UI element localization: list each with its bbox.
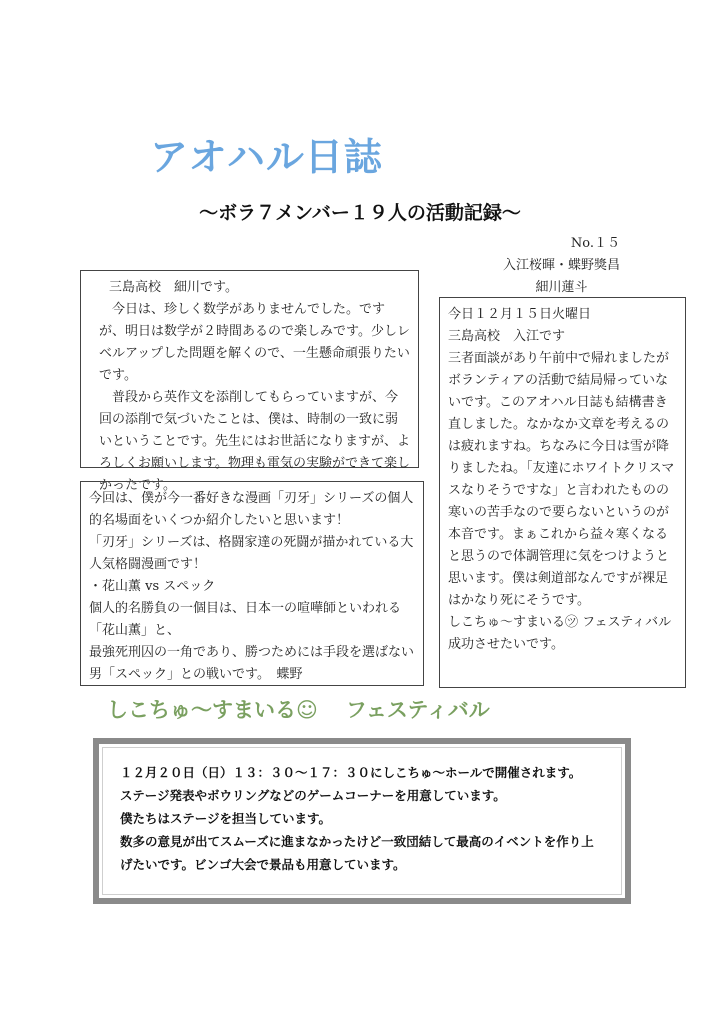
- festival-label: フェスティバル: [345, 698, 490, 722]
- members-line-2: 細川蓮斗: [535, 280, 588, 295]
- page-title: アオハル日誌: [150, 135, 383, 179]
- page-subtitle: ～ボラ７メンバー１９人の活動記録～: [199, 202, 521, 224]
- irie-entry-box: [439, 297, 686, 688]
- chono-line-3: ・花山薫 vs スペック: [89, 579, 216, 594]
- chono-line-5: 最強死刑囚の一角であり、勝つためには手段を選ばない男「スペック」との戦いです。 蝶野: [89, 645, 415, 682]
- issue-info: [503, 233, 620, 299]
- announcement-line-3: 僕たちはステージを担当しています。: [120, 811, 332, 826]
- irie-intro: 三島高校 入江です: [448, 329, 566, 344]
- hosokawa-paragraph-1: 今日は、珍しく数学がありませんでした。ですが、明日は数学が２時間あるので楽しみです。少しレベルアップした問題を解くので、一生懸命頑張りたいです。: [99, 302, 410, 383]
- chono-line-4: 個人的名勝負の一個目は、日本一の喧嘩師といわれる「花山薫」と、: [89, 601, 402, 638]
- festival-name: しこちゅ～すまいる☺: [107, 698, 318, 722]
- members-line-1: 入江桜暉・蝶野獎昌: [502, 258, 620, 273]
- hosokawa-paragraph-2: 普段から英作文を添削してもらっていますが、今回の添削で気づいたことは、僕は、時制の一致に弱いということです。先生にはお世話になりますが、よろしくお願いします。物理も電気の実験ができて楽しかったです。: [99, 390, 410, 493]
- announcement-line-1: １２月２０日（日）１３：３０～１７：３０にしこちゅ～ホールで開催されます。: [120, 765, 582, 780]
- chono-line-1: 今回は、僕が今一番好きな漫画「刃牙」シリーズの個人的名場面をいくつか紹介したいと思います！: [89, 491, 414, 528]
- chono-line-2: 「刃牙」シリーズは、格闘家達の死闘が描かれている大人気格闘漫画です！: [89, 535, 414, 572]
- announcement-box: [93, 738, 631, 904]
- hosokawa-entry-box: [80, 270, 419, 493]
- chono-entry-box: [80, 481, 424, 686]
- issue-number: No.１５: [570, 236, 620, 251]
- hosokawa-intro: 三島高校 細川です。: [109, 280, 238, 295]
- announcement-line-4: 数多の意見が出てスムーズに進まなかったけど一致団結して最高のイベントを作り上げたいです。ビンゴ大会で景品も用意しています。: [120, 834, 594, 872]
- announcement-line-2: ステージ発表やボウリングなどのゲームコーナーを用意しています。: [120, 788, 506, 803]
- irie-body: 三者面談があり午前中で帰れましたがボランティアの活動で結局帰っていないです。このアオハル日誌も結構書き直しました。なかなか文章を考えるのは疲れますね。ちなみに今日は雪が降りましたね。「友達にホワイトクリスマスなりそうですな」と言われたものの寒いの苦手なので要らないというのが本音です。まぁこれから益々寒くなると思うので体調管理に気をつけようと思います。僕は剣道部なんですが裸足はかなり死にそうです。: [448, 351, 675, 608]
- irie-date: 今日１２月１５日火曜日: [448, 307, 592, 322]
- festival-heading: [107, 694, 490, 724]
- irie-closing: しこちゅ～すまいる㋡ フェスティバル成功させたいです。: [448, 615, 672, 652]
